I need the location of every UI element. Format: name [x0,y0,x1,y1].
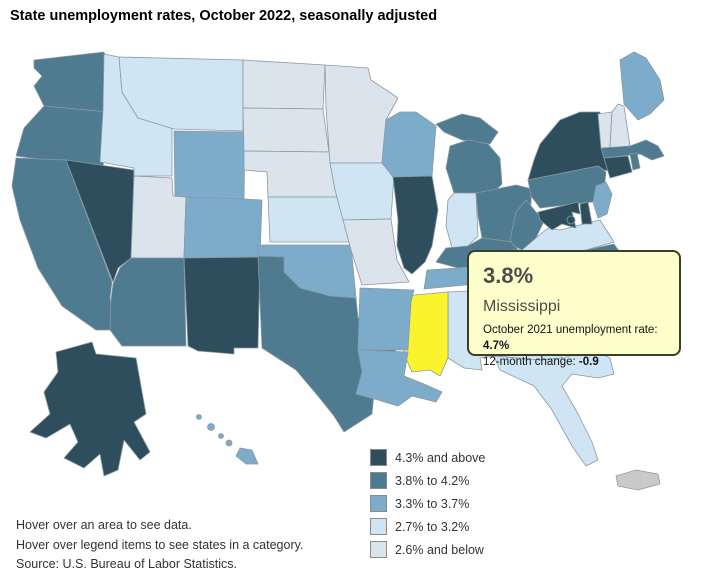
state-nm[interactable] [184,257,260,354]
state-wi[interactable] [382,112,436,177]
legend-swatch-dark [370,472,387,489]
map-legend [370,449,485,564]
tooltip-change [483,354,665,370]
legend-item-4[interactable] [370,518,485,535]
state-wy[interactable] [174,131,245,199]
state-hi[interactable] [236,448,258,464]
tooltip-change-value: -0.9 [578,356,599,368]
state-co[interactable] [184,197,262,258]
state-me[interactable] [620,52,664,120]
state-hi-island[interactable] [197,415,202,420]
state-in[interactable] [446,193,478,248]
state-mi[interactable] [446,140,502,194]
state-hi-island[interactable] [219,434,224,439]
footer-notes [16,516,303,573]
page-title: State unemployment rates, October 2022, seasonally adjusted [10,8,438,24]
state-az[interactable] [110,258,186,346]
footer-line-hover-legend: Hover over legend items to see states in a category. [16,537,304,552]
legend-swatch-medium [370,495,387,512]
legend-label: 3.3% to 3.7% [395,496,470,511]
state-mi-upper[interactable] [436,114,498,144]
territory-pr[interactable] [616,470,660,490]
legend-swatch-light [370,518,387,535]
state-nh[interactable] [610,104,630,148]
legend-item-5[interactable] [370,541,485,558]
tooltip-rate: 3.8% [483,263,534,288]
legend-swatch-darkest [370,449,387,466]
legend-item-3[interactable] [370,495,485,512]
tooltip-state-name: Mississippi [483,298,561,315]
state-hi-island[interactable] [208,424,215,431]
legend-label: 2.7% to 3.2% [395,519,470,534]
state-wa[interactable] [34,52,110,112]
legend-label: 3.8% to 4.2% [395,473,470,488]
state-ak[interactable] [30,342,150,476]
legend-item-1[interactable] [370,449,485,466]
state-dc-marker[interactable] [567,216,575,224]
hover-tooltip [467,250,681,368]
footer-line-source: Source: U.S. Bureau of Labor Statistics. [16,557,237,571]
tooltip-prev-rate [483,322,665,354]
state-ne[interactable] [244,151,344,197]
legend-label: 4.3% and above [395,450,486,465]
state-il[interactable] [393,176,438,274]
tooltip-change-label: 12-month change: [483,356,579,368]
state-ri[interactable] [630,153,640,170]
state-ct[interactable] [604,156,632,178]
state-de[interactable] [580,202,592,224]
legend-item-2[interactable] [370,472,485,489]
tooltip-prev-value: 4.7% [483,340,510,352]
state-hi-island[interactable] [226,440,232,446]
state-ar[interactable] [358,288,414,350]
legend-label: 2.6% and below [395,542,484,557]
tooltip-prev-label: October 2021 unemployment rate: [483,324,658,336]
state-sd[interactable] [243,108,329,152]
state-nj[interactable] [593,182,612,218]
footer-line-hover-area: Hover over an area to see data. [16,518,192,532]
legend-swatch-palest [370,541,387,558]
state-nd[interactable] [243,60,325,109]
